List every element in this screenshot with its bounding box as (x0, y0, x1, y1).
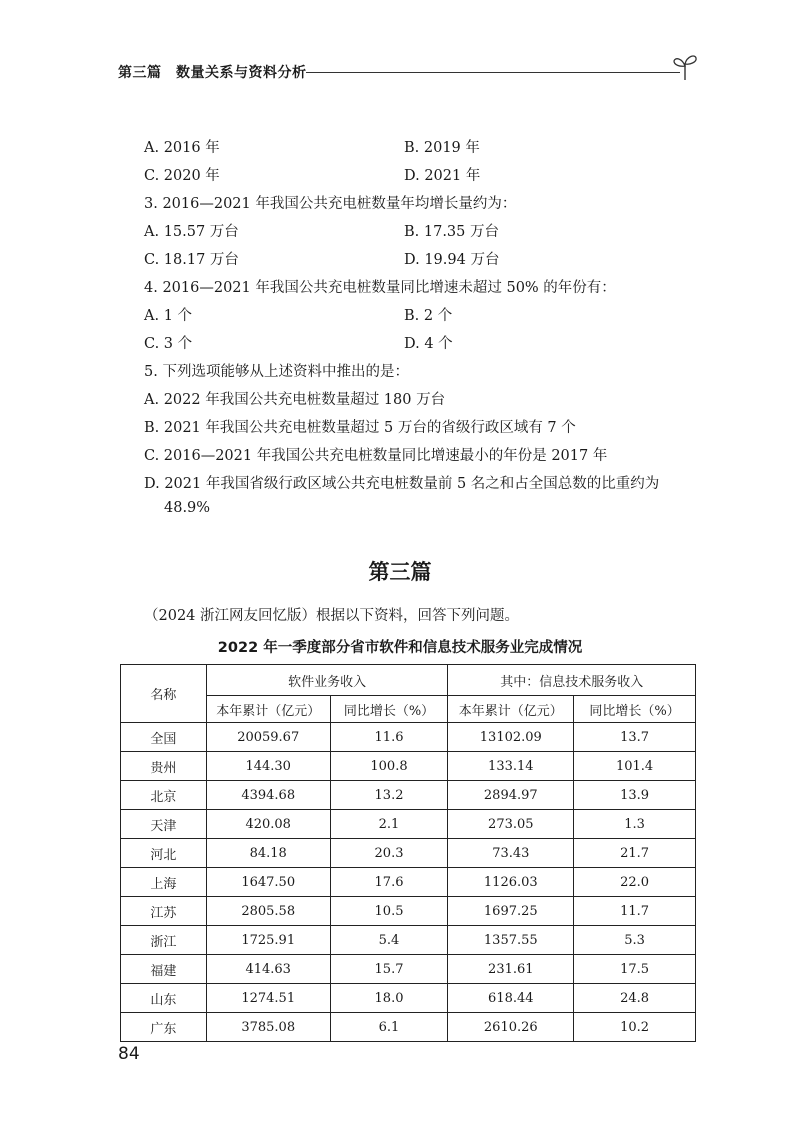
cell-it-growth: 101.4 (574, 752, 696, 781)
cell-it-cumulative: 133.14 (448, 752, 574, 781)
cell-it-cumulative: 1126.03 (448, 868, 574, 897)
cell-it-growth: 13.9 (574, 781, 696, 810)
cell-software-growth: 6.1 (330, 1013, 448, 1042)
col-name-header: 名称 (121, 665, 207, 723)
q3-option-b: B. 17.35 万台 (404, 224, 499, 240)
sub-header-growth-1: 同比增长（%） (330, 696, 448, 723)
q5-option-a: A. 2022 年我国公共充电桩数量超过 180 万台 (144, 392, 446, 408)
cell-software-growth: 2.1 (330, 810, 448, 839)
cell-software-cumulative: 144.30 (206, 752, 330, 781)
cell-region: 天津 (121, 810, 207, 839)
sub-header-cumulative-2: 本年累计（亿元） (448, 696, 574, 723)
cell-it-growth: 17.5 (574, 955, 696, 984)
cell-software-growth: 18.0 (330, 984, 448, 1013)
cell-region: 上海 (121, 868, 207, 897)
cell-software-cumulative: 84.18 (206, 839, 330, 868)
q2-option-c: C. 2020 年 (144, 168, 220, 184)
table-title: 2022 年一季度部分省市软件和信息技术服务业完成情况 (217, 640, 583, 656)
cell-region: 河北 (121, 839, 207, 868)
data-table (120, 664, 696, 1042)
table-row (121, 723, 696, 752)
sprout-icon (672, 52, 698, 82)
table-row (121, 955, 696, 984)
cell-software-cumulative: 4394.68 (206, 781, 330, 810)
cell-region: 贵州 (121, 752, 207, 781)
q2-option-b: B. 2019 年 (404, 140, 480, 156)
cell-software-cumulative: 1274.51 (206, 984, 330, 1013)
q3-option-c: C. 18.17 万台 (144, 252, 239, 268)
cell-it-cumulative: 73.43 (448, 839, 574, 868)
table-header-row (121, 665, 696, 696)
table-subheader-row (121, 696, 696, 723)
q3-option-d: D. 19.94 万台 (404, 252, 500, 268)
table-row (121, 897, 696, 926)
cell-it-growth: 13.7 (574, 723, 696, 752)
cell-it-cumulative: 273.05 (448, 810, 574, 839)
cell-software-cumulative: 2805.58 (206, 897, 330, 926)
group-software-header: 软件业务收入 (206, 665, 448, 696)
table-row (121, 752, 696, 781)
cell-it-cumulative: 2610.26 (448, 1013, 574, 1042)
cell-region: 北京 (121, 781, 207, 810)
cell-software-growth: 10.5 (330, 897, 448, 926)
q4-option-b: B. 2 个 (404, 308, 453, 324)
cell-it-growth: 5.3 (574, 926, 696, 955)
cell-software-growth: 5.4 (330, 926, 448, 955)
cell-it-growth: 11.7 (574, 897, 696, 926)
cell-software-cumulative: 1725.91 (206, 926, 330, 955)
sub-header-growth-2: 同比增长（%） (574, 696, 696, 723)
cell-software-cumulative: 1647.50 (206, 868, 330, 897)
cell-it-growth: 10.2 (574, 1013, 696, 1042)
table-row (121, 926, 696, 955)
cell-software-cumulative: 414.63 (206, 955, 330, 984)
cell-it-cumulative: 1357.55 (448, 926, 574, 955)
cell-it-cumulative: 231.61 (448, 955, 574, 984)
cell-it-cumulative: 1697.25 (448, 897, 574, 926)
cell-it-growth: 1.3 (574, 810, 696, 839)
cell-it-growth: 24.8 (574, 984, 696, 1013)
cell-software-cumulative: 3785.08 (206, 1013, 330, 1042)
cell-region: 福建 (121, 955, 207, 984)
q5-text: 5. 下列选项能够从上述资料中推出的是： (144, 364, 409, 380)
table-row (121, 1013, 696, 1042)
section-title: 第三篇 (368, 560, 432, 584)
cell-software-cumulative: 420.08 (206, 810, 330, 839)
cell-it-cumulative: 2894.97 (448, 781, 574, 810)
cell-region: 浙江 (121, 926, 207, 955)
cell-it-growth: 22.0 (574, 868, 696, 897)
cell-region: 山东 (121, 984, 207, 1013)
header-rule (306, 72, 680, 73)
q4-option-a: A. 1 个 (144, 308, 193, 324)
cell-region: 广东 (121, 1013, 207, 1042)
table-row (121, 781, 696, 810)
cell-it-cumulative: 618.44 (448, 984, 574, 1013)
q4-option-c: C. 3 个 (144, 336, 193, 352)
sub-header-cumulative-1: 本年累计（亿元） (206, 696, 330, 723)
cell-software-growth: 15.7 (330, 955, 448, 984)
table-row (121, 839, 696, 868)
header-title: 第三篇 数量关系与资料分析 (118, 65, 307, 81)
q4-option-d: D. 4 个 (404, 336, 453, 352)
table-row (121, 810, 696, 839)
q5-option-d-continued: 48.9% (164, 500, 211, 516)
cell-software-growth: 13.2 (330, 781, 448, 810)
cell-software-cumulative: 20059.67 (206, 723, 330, 752)
cell-software-growth: 100.8 (330, 752, 448, 781)
q3-option-a: A. 15.57 万台 (144, 224, 239, 240)
table-row (121, 868, 696, 897)
q3-text: 3. 2016—2021 年我国公共充电桩数量年均增长量约为： (144, 196, 517, 212)
group-it-service-header: 其中：信息技术服务收入 (448, 665, 696, 696)
page-header (118, 58, 698, 82)
table-body (121, 723, 696, 1042)
q5-option-b: B. 2021 年我国公共充电桩数量超过 5 万台的省级行政区域有 7 个 (144, 420, 576, 436)
q2-option-d: D. 2021 年 (404, 168, 481, 184)
q5-option-d: D. 2021 年我国省级行政区域公共充电桩数量前 5 名之和占全国总数的比重约为 (144, 476, 660, 492)
intro-text: （2024 浙江网友回忆版）根据以下资料，回答下列问题。 (144, 608, 520, 624)
cell-region: 全国 (121, 723, 207, 752)
cell-region: 江苏 (121, 897, 207, 926)
table-row (121, 984, 696, 1013)
q2-option-a: A. 2016 年 (144, 140, 220, 156)
cell-software-growth: 20.3 (330, 839, 448, 868)
cell-software-growth: 17.6 (330, 868, 448, 897)
page-number: 84 (118, 1044, 140, 1064)
cell-it-growth: 21.7 (574, 839, 696, 868)
q5-option-c: C. 2016—2021 年我国公共充电桩数量同比增速最小的年份是 2017 年 (144, 448, 608, 464)
cell-it-cumulative: 13102.09 (448, 723, 574, 752)
q4-text: 4. 2016—2021 年我国公共充电桩数量同比增速未超过 50% 的年份有： (144, 280, 616, 296)
cell-software-growth: 11.6 (330, 723, 448, 752)
